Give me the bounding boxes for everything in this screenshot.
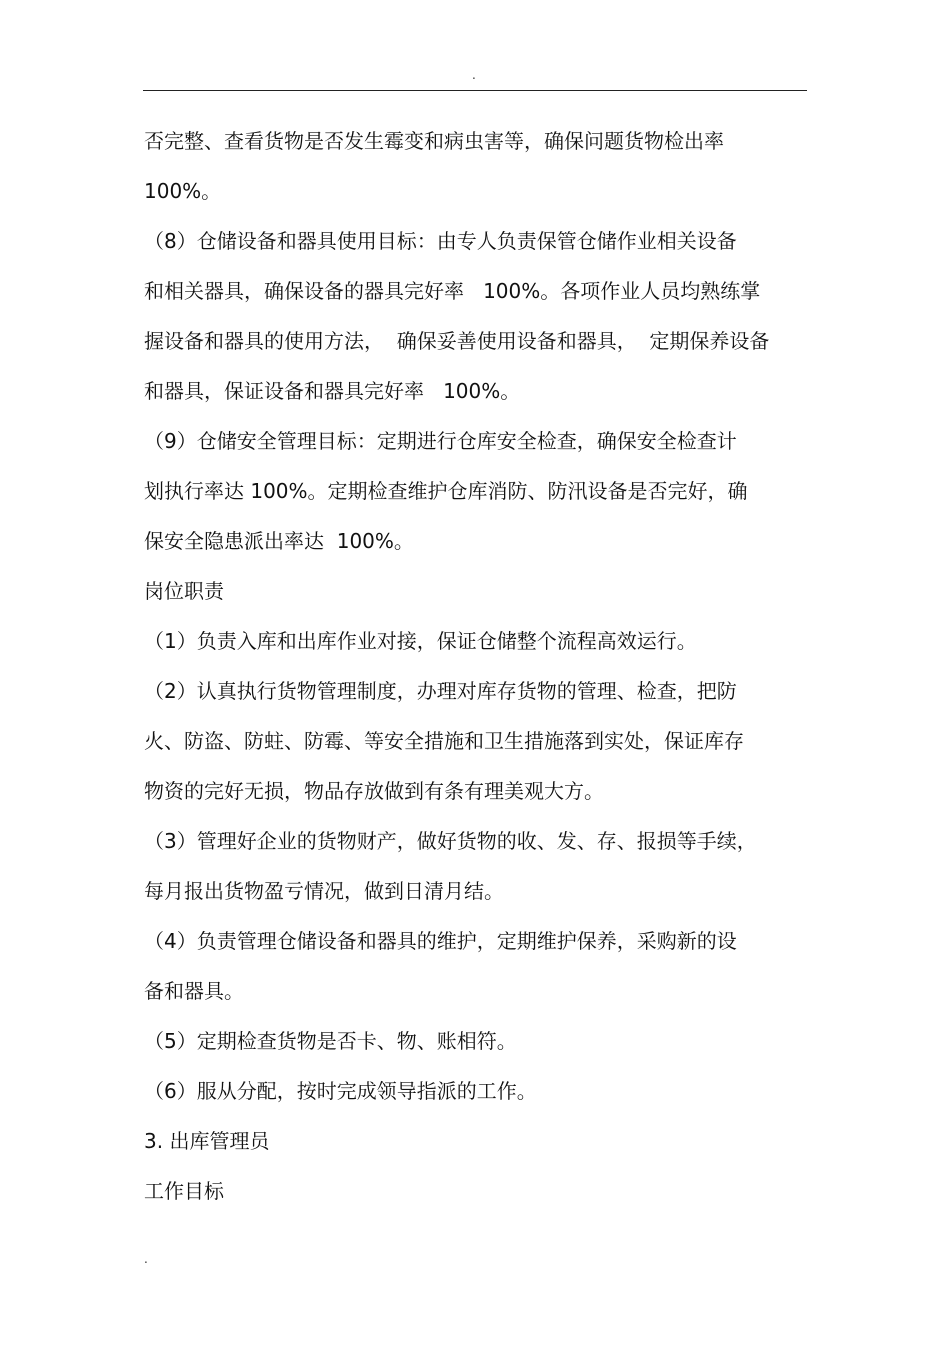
text-line: 和器具，保证设备和器具完好率 100%。	[144, 379, 521, 403]
text-line: 火、防盗、防蛀、防霉、等安全措施和卫生措施落到实处，保证库存	[144, 729, 744, 753]
text-line: 否完整、查看货物是否发生霉变和病虫害等，确保问题货物检出率	[144, 129, 724, 153]
text-line: （3）管理好企业的货物财产，做好货物的收、发、存、报损等手续，	[144, 829, 757, 853]
text-line: 备和器具。	[144, 979, 244, 1003]
text-line: （1）负责入库和出库作业对接，保证仓储整个流程高效运行。	[144, 629, 697, 653]
text-line: 物资的完好无损，物品存放做到有条有理美观大方。	[144, 779, 604, 803]
section-heading: 3. 出库管理员	[144, 1129, 270, 1153]
section-heading: 工作目标	[144, 1179, 224, 1203]
header-rule	[143, 90, 807, 91]
text-line: 每月报出货物盈亏情况，做到日清月结。	[144, 879, 504, 903]
text-line: （8）仓储设备和器具使用目标：由专人负责保管仓储作业相关设备	[144, 229, 737, 253]
footer-marker: .	[144, 1252, 148, 1266]
text-line: 100%。	[144, 179, 222, 203]
text-line: （9）仓储安全管理目标：定期进行仓库安全检查，确保安全检查计	[144, 429, 737, 453]
text-line: 划执行率达 100%。定期检查维护仓库消防、防汛设备是否完好，确	[144, 479, 748, 503]
text-line: （2）认真执行货物管理制度，办理对库存货物的管理、检查，把防	[144, 679, 737, 703]
header-marker: .	[472, 68, 476, 82]
document-body	[144, 116, 814, 1216]
text-line: 握设备和器具的使用方法， 确保妥善使用设备和器具， 定期保养设备	[144, 329, 770, 353]
text-line: 保安全隐患派出率达 100%。	[144, 529, 414, 553]
text-line: 和相关器具，确保设备的器具完好率 100%。各项作业人员均熟练掌	[144, 279, 761, 303]
text-line: （4）负责管理仓储设备和器具的维护，定期维护保养，采购新的设	[144, 929, 737, 953]
text-line: （5）定期检查货物是否卡、物、账相符。	[144, 1029, 517, 1053]
text-line: （6）服从分配，按时完成领导指派的工作。	[144, 1079, 537, 1103]
section-heading: 岗位职责	[144, 579, 224, 603]
